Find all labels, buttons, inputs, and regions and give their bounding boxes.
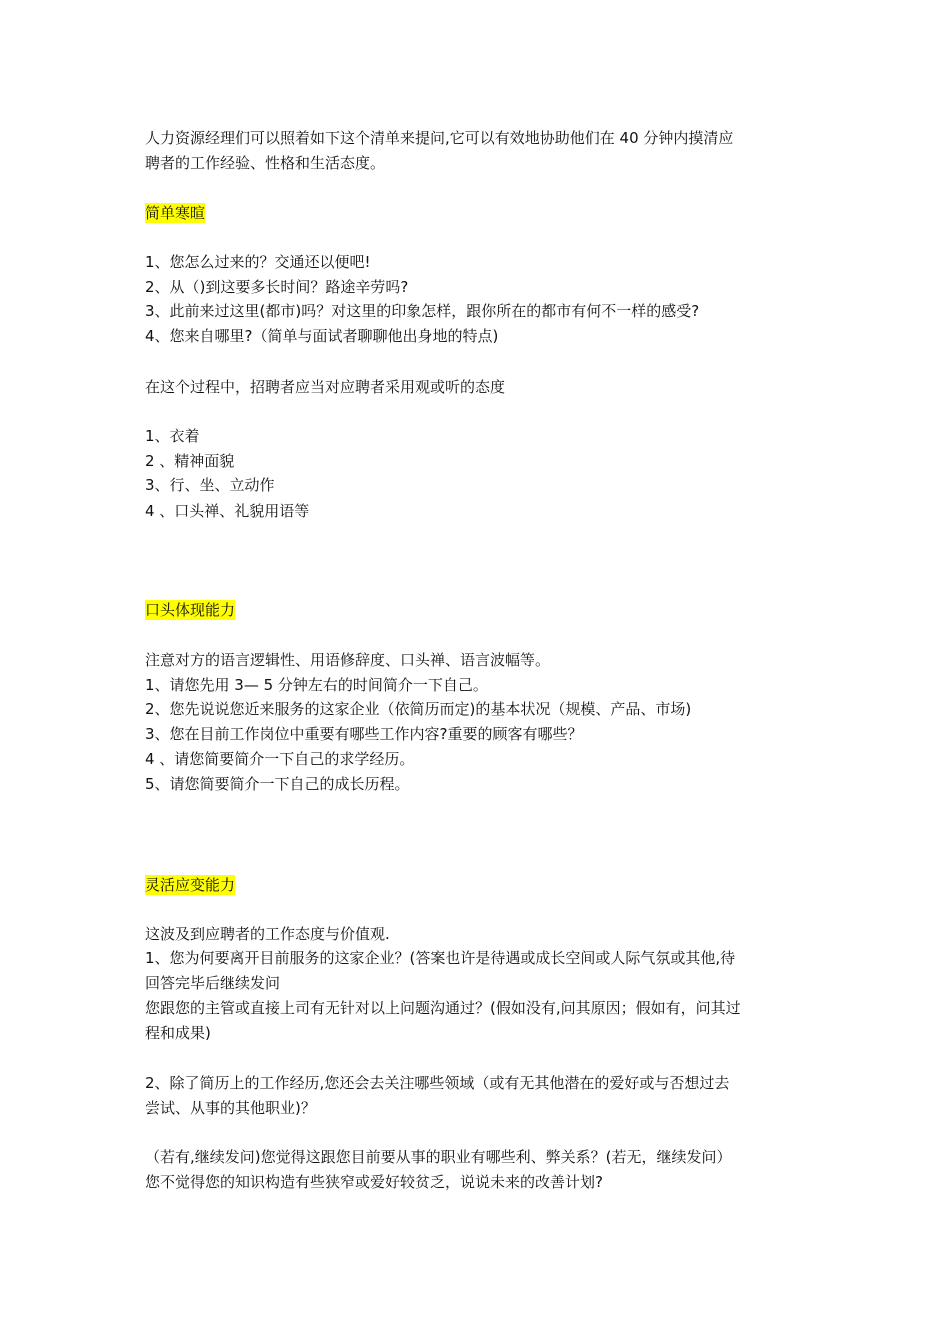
highlighted-heading: 灵活应变能力 (145, 876, 236, 894)
intro-line-1: 人力资源经理们可以照着如下这个清单来提问,它可以有效地协助他们在 40 分钟内摸清应 (145, 129, 734, 147)
paragraph-line: 1、您为何要离开目前服务的这家企业？(答案也许是待遇或成长空间或人际气氛或其他,待 (145, 949, 736, 967)
list-item: 1、请您先用 3— 5 分钟左右的时间简介一下自己。 (145, 676, 488, 694)
section-heading-adaptability (145, 873, 815, 897)
list-item: 4 、请您简要简介一下自己的求学经历。 (145, 750, 415, 768)
list-item: 2、从（)到这要多长时间？路途辛劳吗? (145, 278, 409, 296)
section-heading-verbal (145, 598, 815, 622)
paragraph-line: （若有,继续发问)您觉得这跟您目前要从事的职业有哪些利、弊关系？(若无，继续发问） (145, 1148, 732, 1166)
list-item: 2 、精神面貌 (145, 452, 235, 470)
list-item: 5、请您简要简介一下自己的成长历程。 (145, 775, 410, 793)
paragraph-line: 您不觉得您的知识构造有些狭窄或爱好较贫乏，说说未来的改善计划? (145, 1173, 603, 1191)
list-item: 4 、口头禅、礼貌用语等 (145, 502, 310, 520)
list-item: 4、您来自哪里?（简单与面试者聊聊他出身地的特点) (145, 327, 499, 345)
list-item: 3、此前来过这里(都市)吗？对这里的印象怎样，跟你所在的都市有何不一样的感受? (145, 302, 700, 320)
section-note: 这波及到应聘者的工作态度与价值观. (145, 925, 390, 943)
list-item: 2、您先说说您近来服务的这家企业（依简历而定)的基本状况（规模、产品、市场) (145, 700, 692, 718)
highlighted-heading: 口头体现能力 (145, 601, 236, 619)
highlighted-heading: 简单寒暄 (145, 204, 206, 222)
section-note: 注意对方的语言逻辑性、用语修辞度、口头禅、语言波幅等。 (145, 651, 551, 669)
paragraph-line: 2、除了简历上的工作经历,您还会去关注哪些领域（或有无其他潜在的爱好或与否想过去 (145, 1074, 730, 1092)
section-heading-greeting (145, 201, 815, 225)
paragraph-line: 尝试、从事的其他职业)？ (145, 1099, 316, 1117)
list-item: 1、衣着 (145, 427, 200, 445)
list-item: 3、行、坐、立动作 (145, 476, 275, 494)
intro-line-2: 聘者的工作经验、性格和生活态度。 (145, 154, 386, 172)
section-note: 在这个过程中，招聘者应当对应聘者采用观或听的态度 (145, 378, 506, 396)
list-item: 3、您在目前工作岗位中重要有哪些工作内容?重要的顾客有哪些？ (145, 725, 583, 743)
paragraph-line: 回答完毕后继续发问 (145, 974, 281, 992)
paragraph-line: 程和成果) (145, 1024, 211, 1042)
paragraph-line: 您跟您的主管或直接上司有无针对以上问题沟通过？(假如没有,问其原因；假如有，问其过 (145, 999, 741, 1017)
list-item: 1、您怎么过来的？交通还以便吧! (145, 253, 371, 271)
